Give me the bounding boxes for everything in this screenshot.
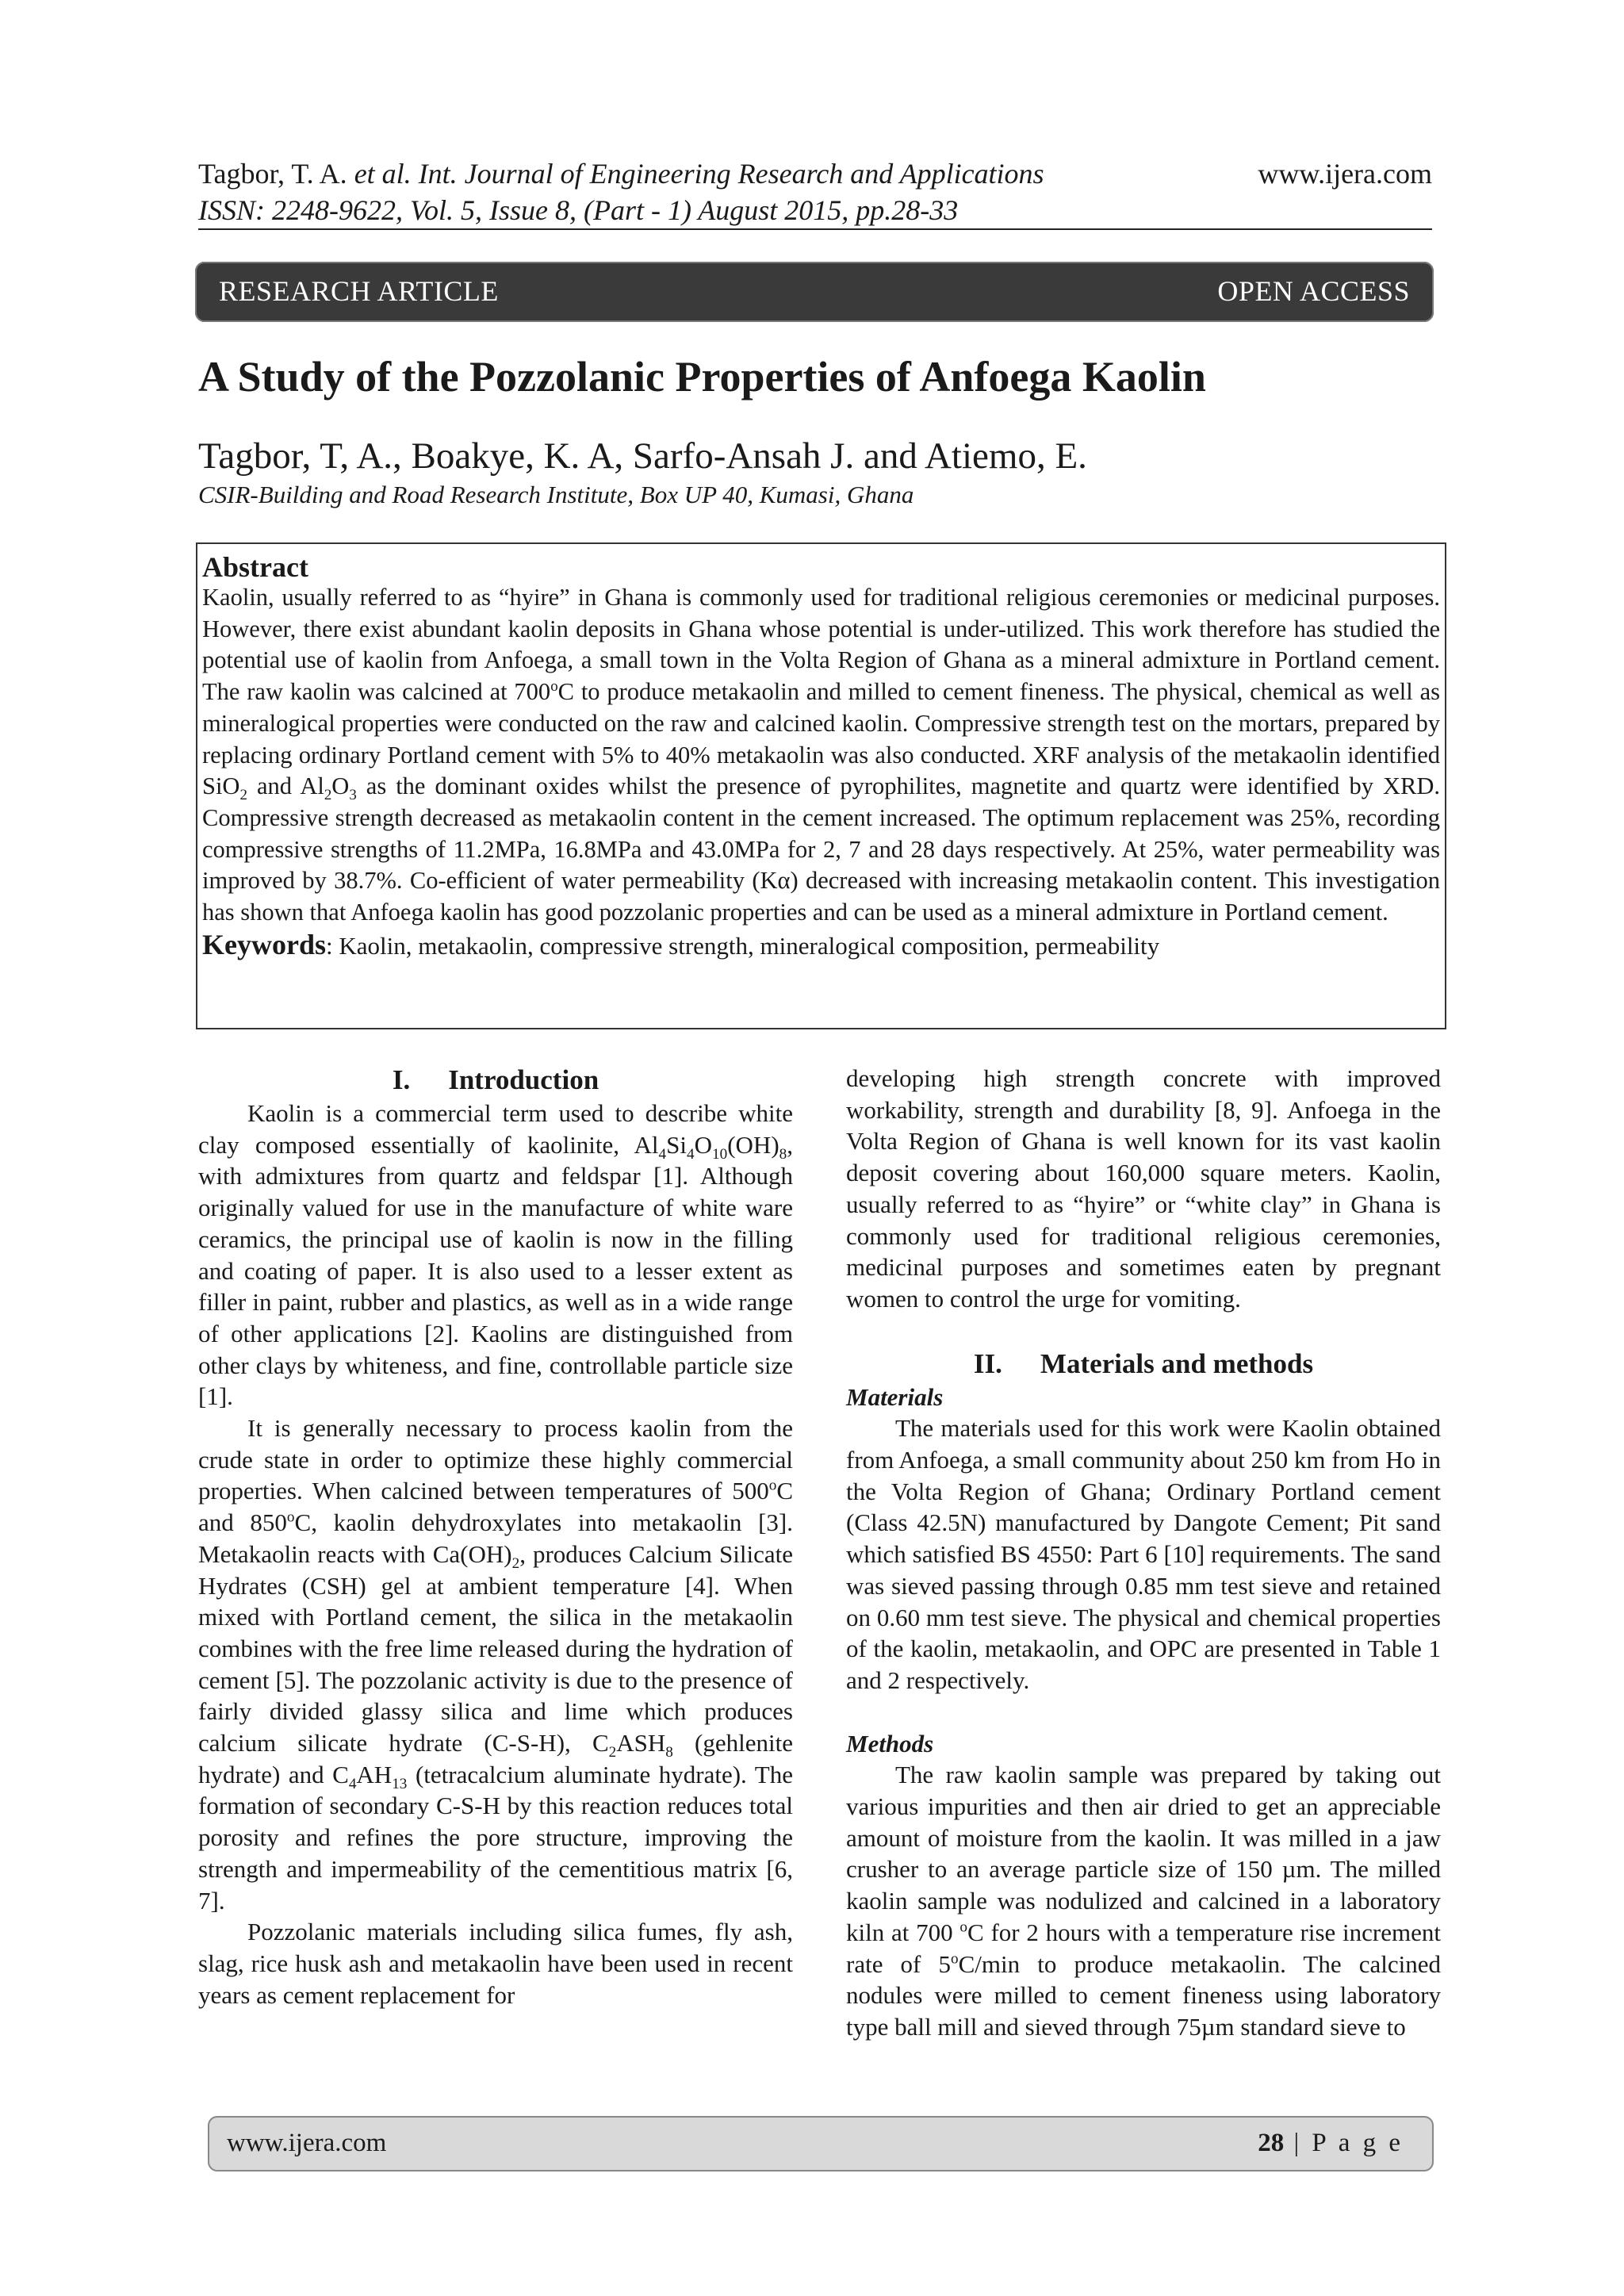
running-header-citation xyxy=(198,155,1044,228)
keywords-label: Keywords xyxy=(202,928,326,960)
abstract-heading: Abstract xyxy=(202,551,308,583)
header-divider xyxy=(198,228,1432,230)
left-column xyxy=(198,1063,793,2010)
paper-title: A Study of the Pozzolanic Properties of Anfoega Kaolin xyxy=(198,353,1206,401)
methods-paragraph: The raw kaolin sample was prepared by taking out various impurities and then air dried to get an appreciable amount of moisture from the kaolin. It was milled in a jaw crusher to an average particle size of 150 µm. The milled kaolin sample was nodulized and calcined in a laboratory kiln at 700 $^o$C for 2 hours with a temperature rise increment rate of 5$^o$C/min to produce metakaolin. The calcined nodules were milled to cement fineness using laboratory type ball mill and sieved through 75µm standard sieve to xyxy=(846,1761,1441,2041)
materials-paragraph: The materials used for this work were Kaolin obtained from Anfoega, a small community about 250 km from Ho in the Volta Region of Ghana; Ordinary Portland cement (Class 42.5N) manufactured by Dangote Cement; Pit sand which satisfied BS 4550: Part 6 [10] requirements. The sand was sieved passing through 0.85 mm test sieve and retained on 0.60 mm test sieve. The physical and chemical properties of the kaolin, metakaolin, and OPC are presented in Table 1 and 2 respectively. xyxy=(846,1414,1441,1694)
intro-paragraph-2: It is generally necessary to process kaolin from the crude state in order to optimize these highly commercial properties. When calcined between temperatures of 500$^o$C and 850$^o$C, kaolin dehydroxylates into metakaolin [3]. Metakaolin reacts with $Ca(OH)_2$, produces Calcium Silicate Hydrates (CSH) gel at ambient temperature [4]. When mixed with Portland cement, the silica in the metakaolin combines with the free lime released during the hydration of cement [5]. The pozzolanic activity is due to the presence of fairly divided glassy silica and lime which produces calcium silicate hydrate (C-S-H), $C_2ASH_8$ (gehlenite hydrate) and $C_4AH_{13}$ (tetracalcium aluminate hydrate). The formation of secondary C-S-H by this reaction reduces total porosity and refines the pore structure, improving the strength and impermeability of the cementitious matrix [6, 7]. xyxy=(198,1414,793,1915)
running-header-issn: ISSN: 2248-9622, Vol. 5, Issue 8, (Part - 1) August 2015, pp.28-33 xyxy=(198,194,959,226)
page-footer xyxy=(208,2116,1434,2171)
article-type-banner xyxy=(195,262,1434,322)
research-article-label: RESEARCH ARTICLE xyxy=(219,275,499,307)
footer-website[interactable]: www.ijera.com xyxy=(227,2129,387,2157)
abstract-box xyxy=(196,542,1446,1029)
intro-paragraph-continued: developing high strength concrete with improved workability, strength and durability [8, 9]. Anfoega in the Volta Region of Ghana is well known for its vast kaolin deposit covering about 160,000 square meters. Kaolin, usually referred to as “hyire” or “white clay” in Ghana is commonly used for traditional religious ceremonies, medicinal purposes and sometimes eaten by pregnant women to control the urge for vomiting. xyxy=(846,1064,1441,1313)
right-column xyxy=(846,1063,1441,2043)
subsection-spacer xyxy=(846,1696,1441,1728)
section-spacer xyxy=(846,1315,1441,1347)
author-list: Tagbor, T, A., Boakye, K. A, Sarfo-Ansah J. and Atiemo, E. xyxy=(198,435,1087,477)
abstract-body: Kaolin, usually referred to as “hyire” in Ghana is commonly used for traditional religious ceremonies or medicinal purposes. However, there exist abundant kaolin deposits in Ghana whose potential is under-utilized. This work therefore has studied the potential use of kaolin from Anfoega, a small town in the Volta Region of Ghana as a mineral admixture in Portland cement. The raw kaolin was calcined at 700$^o$C to produce metakaolin and milled to cement fineness. The physical, chemical as well as mineralogical properties were conducted on the raw and calcined kaolin. Compressive strength test on the mortars, prepared by replacing ordinary Portland cement with 5% to 40% metakaolin was also conducted. XRF analysis of the metakaolin identified SiO$_2$ and $Al_2O_3$ as the dominant oxides whilst the presence of pyrophilites, magnetite and quartz were identified by XRD. Compressive strength decreased as metakaolin content in the cement increased. The optimum replacement was 25%, recording compressive strengths of 11.2MPa, 16.8MPa and 43.0MPa for 2, 7 and 28 days respectively. At 25%, water permeability was improved by 38.7%. Co-efficient of water permeability (Kα) decreased with increasing metakaolin content. This investigation has shown that Anfoega kaolin has good pozzolanic properties and can be used as a mineral admixture in Portland cement. xyxy=(202,584,1440,926)
subheading-methods: Methods xyxy=(846,1729,934,1757)
page-number: 28 | P a g e xyxy=(1258,2129,1404,2157)
affiliation: CSIR-Building and Road Research Institute, Box UP 40, Kumasi, Ghana xyxy=(198,481,914,508)
section-heading-materials-methods: II. Materials and methods xyxy=(973,1347,1314,1379)
intro-paragraph-3: Pozzolanic materials including silica fumes, fly ash, slag, rice husk ash and metakaolin have been used in recent years as cement replacement for xyxy=(198,1918,793,2009)
intro-paragraph-1: Kaolin is a commercial term used to describe white clay composed essentially of kaolinite, $Al_4Si_4O_{10}(OH)_8$, with admixtures from quartz and feldspar [1]. Although originally valued for use in the manufacture of white ware ceramics, the principal use of kaolin is now in the filling and coating of paper. It is also used to a lesser extent as filler in paint, rubber and plastics, as well as in a wide range of other applications [2]. Kaolins are distinguished from other clays by whiteness, and fine, controllable particle size [1]. xyxy=(198,1099,793,1411)
open-access-label: OPEN ACCESS xyxy=(1217,275,1410,307)
keywords-line: Keywords: Kaolin, metakaolin, compressive strength, mineralogical composition, permeability xyxy=(202,928,1160,960)
section-heading-introduction: I. Introduction xyxy=(392,1064,599,1095)
running-header-line1: Tagbor, T. A. et al. Int. Journal of Engineering Research and Applications xyxy=(198,158,1044,190)
subheading-materials: Materials xyxy=(846,1382,944,1411)
running-header-website[interactable]: www.ijera.com xyxy=(1258,158,1432,190)
